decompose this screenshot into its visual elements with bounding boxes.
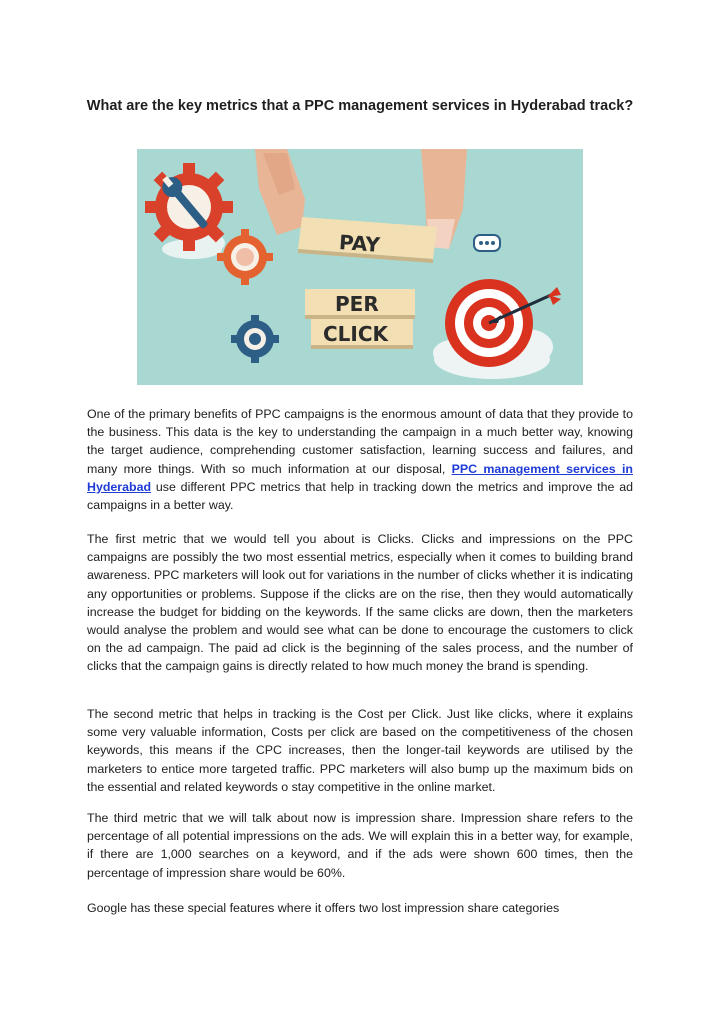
- paragraph-intro: [87, 405, 633, 514]
- page-title: What are the key metrics that a PPC management services in Hyderabad track?: [86, 97, 634, 114]
- ppc-services-link[interactable]: PPC management services in Hyderabad: [87, 461, 634, 494]
- paragraph-intro-text: One of the primary benefits of PPC campaigns is the enormous amount of data that they provide to the business. This data is the key to understanding the campaign in a much better way, knowing the target audience, comprehending customer satisfaction, learning success and failures, and many more things. With so much information at our disposal,: [87, 407, 633, 476]
- card-pay-text: PAY: [338, 230, 381, 257]
- paragraph-lost-impression: Google has these special features where it offers two lost impression share categories: [87, 901, 560, 915]
- ppc-hero-image: [137, 149, 583, 385]
- paragraph-cpc: The second metric that helps in tracking is the Cost per Click. Just like clicks, where it explains some very valuable information, Costs per click are based on the competitiveness of the chosen keywords, this means if the CPC increases, then the longer-tail keywords are utilised by the marketers to entice more targeted traffic. PPC marketers will also bump up the maximum bids on the essential and related keywords o stay competitive in the online market.: [87, 707, 633, 794]
- per-card: [305, 289, 415, 319]
- paragraph-impression-share: The third metric that we will talk about now is impression share. Impression share refers to the percentage of all potential impressions on the ads. We will explain this in a better way, for example, if there are 1,000 searches on a keyword, and if the ads were shown 600 times, then the percentage of impression share would be 60%.: [87, 811, 633, 880]
- paragraph-intro-text-cont: use different PPC metrics that help in tracking down the metrics and improve the ad campaigns in a better way.: [87, 479, 633, 513]
- card-click-text: CLICK: [323, 322, 389, 346]
- card-per-text: PER: [335, 292, 379, 316]
- paragraph-clicks: The first metric that we would tell you about is Clicks. Clicks and impressions on the PPC campaigns are possibly the two most essential metrics, especially when it comes to building brand awareness. PPC marketers will look out for variations in the number of clicks whether it is indicating any opportunities or problems. Suppose if the clicks are on the rise, then they would automatically increase the budget for bidding on the keywords. If the same clicks are down, then the marketers would analyse the problem and would see what can be done to encourage the customers to click on the ad campaign. The paid ad click is the beginning of the sales process, and the number of clicks that the campaign gains is directly related to how much money the brand is spending.: [87, 532, 633, 674]
- speech-bubble-icon: [474, 235, 500, 251]
- click-card: [311, 319, 413, 349]
